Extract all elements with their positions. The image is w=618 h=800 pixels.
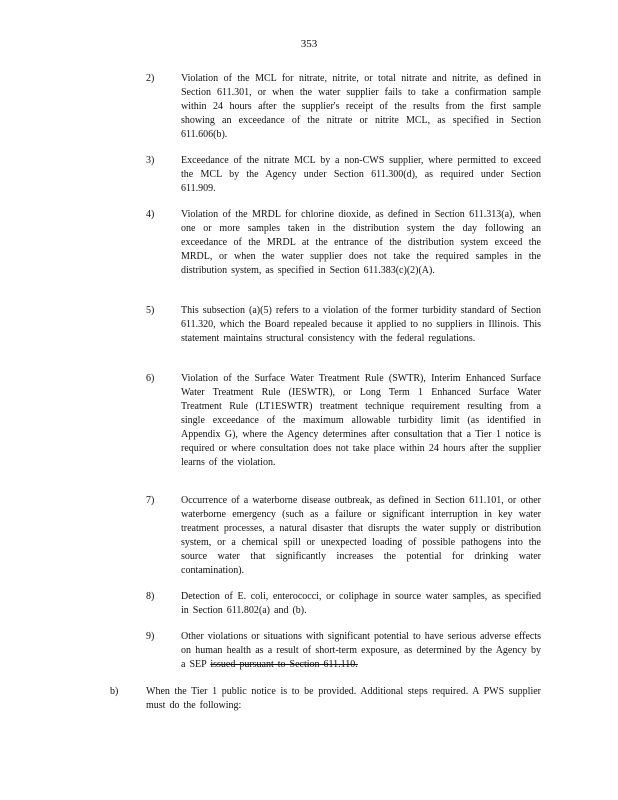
item-text: Occurrence of a waterborne disease outbreak, as defined in Section 611.101, or other waterborne emergency (such as a failure or significant interruption in key water treatment processes, a natural disaster that disrupts the water supply or distribution system, or a chemical spill or unexpected loading of possible pathogens into the source water that significantly increases the potential for drinking water contamination). — [181, 495, 541, 576]
item-text: This subsection (a)(5) refers to a violation of the former turbidity standard of Section 611.320, which the Board repealed because it applied to no suppliers in Illinois. This statement maintains structural consistency with the federal regulations. — [181, 305, 541, 344]
item-text: Violation of the MCL for nitrate, nitrite, or total nitrate and nitrite, as defined in Section 611.301, or when the water supplier fails to take a confirmation sample within 24 hours after the supplier's receipt of the results from the first sample showing an exceedance of the nitrate or nitrite MCL, as specified in Section 611.606(b). — [181, 73, 541, 140]
item-text — [181, 630, 541, 672]
item-text: Violation of the Surface Water Treatment Rule (SWTR), Interim Enhanced Surface Water Treatment Rule (IESWTR), or Long Term 1 Enhanced Surface Water Treatment Rule (LT1ESWTR) treatment technique requirement resulting from a single exceedance of the maximum allowable turbidity limit (as identified in Appendix G), where the Agency determines after consultation that a Tier 1 notice is required or where consultation does not take place within 24 hours after the supplier learns of the violation. — [181, 373, 541, 468]
subsection-number: b) — [110, 686, 119, 697]
item-text-main: Other violations or situations with significant potential to have serious adverse effects on human health as a result of short-term exposure, as determined by the Agency by a SEP — [181, 631, 541, 670]
item-number: 5) — [146, 305, 155, 316]
item-text: Detection of E. coli, enterococci, or coliphage in source water samples, as specified in Section 611.802(a) and (b). — [181, 591, 541, 616]
item-text: Exceedance of the nitrate MCL by a non-CWS supplier, where permitted to exceed the MCL by the Agency under Section 611.300(d), as required under Section 611.909. — [181, 155, 541, 194]
item-number: 6) — [146, 373, 155, 384]
item-number: 8) — [146, 591, 155, 602]
item-number: 7) — [146, 495, 155, 506]
item-text: Violation of the MRDL for chlorine dioxide, as defined in Section 611.313(a), when one or more samples taken in the distribution system the day following an exceedance of the MRDL at the entrance of the distribution system exceed the MRDL, or when the water supplier does not take the required samples in the distribution system, as specified in Section 611.383(c)(2)(A). — [181, 209, 541, 276]
item-number: 2) — [146, 73, 155, 84]
item-number: 3) — [146, 155, 155, 166]
struck-text: issued pursuant to Section 611.110. — [210, 659, 358, 670]
page-number: 353 — [300, 38, 318, 50]
item-number: 9) — [146, 631, 155, 642]
subsection-text: When the Tier 1 public notice is to be provided. Additional steps required. A PWS supplier must do the following: — [146, 686, 541, 711]
item-number: 4) — [146, 209, 155, 220]
